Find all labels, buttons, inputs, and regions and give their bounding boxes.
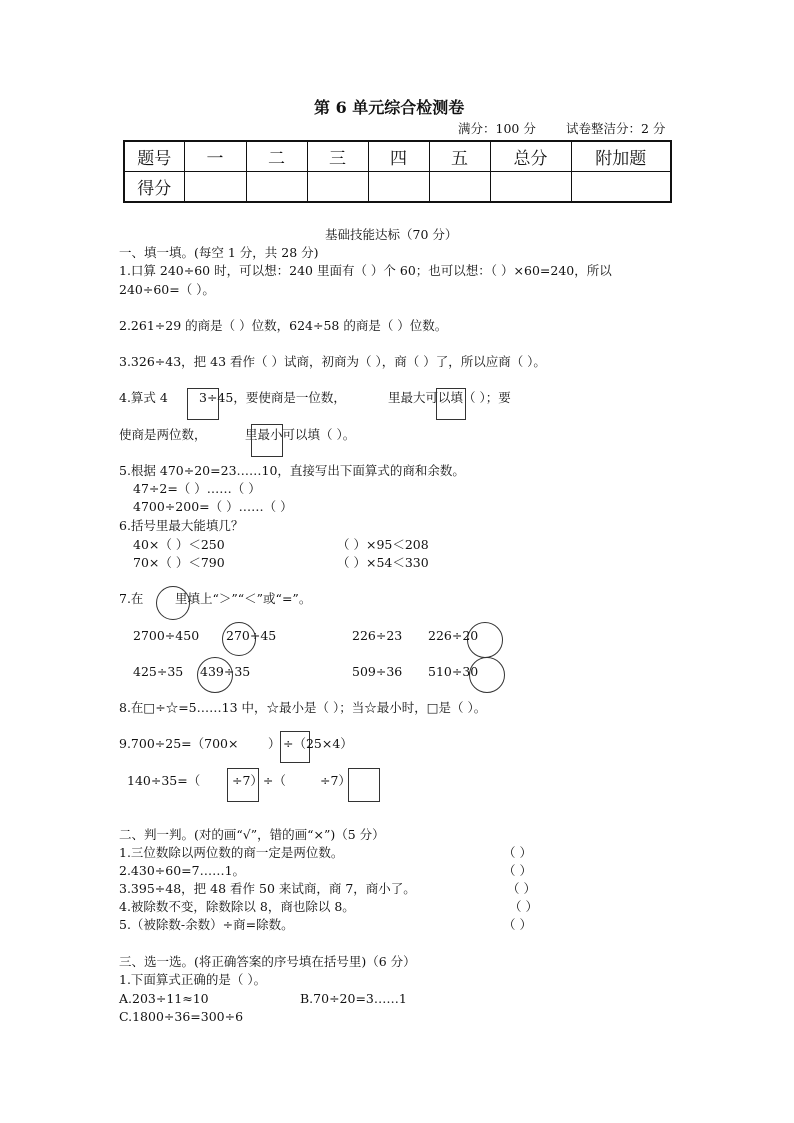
question-6: 6.括号里最大能填几？ (119, 518, 244, 533)
question-4-part5: 里最小可以填（ ）。 (245, 427, 356, 442)
question-6-a: 40×（ ）＜250 (133, 537, 225, 552)
choice-question-1: 1.下面算式正确的是（ ）。 (119, 972, 267, 987)
question-3: 3.326÷43，把 43 看作（ ）试商，初商为（ ），商（ ）了，所以应商（ ）。 (119, 354, 546, 369)
compare-right: 226÷20 (428, 628, 479, 643)
question-6-b: （ ）×95＜208 (337, 537, 429, 552)
score-table-score-row (124, 172, 671, 203)
compare-left: 226÷23 (352, 628, 403, 643)
score-cell[interactable] (307, 172, 368, 203)
answer-box[interactable] (251, 424, 283, 457)
question-4-part1: 4.算式 4 (119, 390, 168, 405)
judge-answer-paren[interactable]: （ ） (503, 863, 532, 878)
judge-item-1: 1.三位数除以两位数的商一定是两位数。 (119, 845, 344, 860)
compare-left: 425÷35 (133, 664, 184, 679)
question-4-part4: 使商是两位数， (119, 427, 207, 442)
part1-heading: 一、填一填。(每空 1 分，共 28 分) (119, 245, 319, 260)
header-cell-2: 二 (246, 141, 307, 172)
judge-answer-paren[interactable]: （ ） (503, 917, 532, 932)
header-cell-4: 四 (368, 141, 429, 172)
full-score: 满分：100 分 (458, 121, 536, 136)
question-9-part5: ÷7）÷（ (232, 773, 286, 788)
question-9-part2: ） (268, 736, 281, 751)
judge-item-5: 5.（被除数-余数）÷商=除数。 (119, 917, 294, 932)
question-9-part1: 9.700÷25=（700× (119, 736, 239, 751)
question-9-part3: ÷（25×4） (283, 736, 353, 751)
question-4-part3: 里最大可以填（ ）；要 (388, 390, 511, 405)
score-table (123, 140, 672, 203)
header-cell-total: 总分 (490, 141, 571, 172)
score-cell[interactable] (246, 172, 307, 203)
choice-option-a[interactable]: A.203÷11≈10 (119, 991, 209, 1006)
question-9-part4: 140÷35=（ (127, 773, 201, 788)
choice-option-c[interactable]: C.1800÷36=300÷6 (119, 1009, 244, 1024)
score-table-header-row (124, 141, 671, 172)
judge-answer-paren[interactable]: （ ） (503, 845, 532, 860)
judge-item-3: 3.395÷48，把 48 看作 50 来试商，商 7，商小了。 (119, 881, 416, 896)
question-7-part1: 7.在 (119, 591, 144, 606)
header-cell-number: 题号 (124, 141, 184, 172)
part3-heading: 三、选一选。(将正确答案的序号填在括号里)（6 分） (119, 954, 416, 969)
answer-box[interactable] (436, 388, 466, 420)
score-cell[interactable] (429, 172, 490, 203)
header-cell-3: 三 (307, 141, 368, 172)
compare-right: 510÷30 (428, 664, 479, 679)
question-1-line1: 1.口算 240÷60 时，可以想：240 里面有（ ）个 60；也可以想：（ ）×60=240，所以 (119, 263, 612, 278)
judge-item-2: 2.430÷60=7……1。 (119, 863, 246, 878)
page-title: 第 6 单元综合检测卷 (314, 98, 465, 117)
compare-right: 439÷35 (200, 664, 251, 679)
question-5: 5.根据 470÷20=23……10，直接写出下面算式的商和余数。 (119, 463, 465, 478)
judge-item-4: 4.被除数不变，除数除以 8，商也除以 8。 (119, 899, 355, 914)
question-5-a: 47÷2=（ ）……（ ） (133, 481, 261, 496)
question-1-line2: 240÷60=（ ）。 (119, 282, 215, 297)
section-basic-heading: 基础技能达标（70 分） (325, 227, 458, 242)
score-cell[interactable] (571, 172, 671, 203)
question-9-part6: ÷7） (320, 773, 351, 788)
score-row-label: 得分 (124, 172, 184, 203)
compare-left: 2700÷450 (133, 628, 200, 643)
score-cell[interactable] (184, 172, 246, 203)
question-2: 2.261÷29 的商是（ ）位数，624÷58 的商是（ ）位数。 (119, 318, 448, 333)
question-6-d: （ ）×54＜330 (337, 555, 429, 570)
neatness-score: 试卷整洁分：2 分 (566, 121, 666, 136)
question-6-c: 70×（ ）＜790 (133, 555, 225, 570)
question-5-b: 4700÷200=（ ）……（ ） (133, 499, 293, 514)
part2-heading: 二、判一判。(对的画“√”，错的画“×”)（5 分） (119, 827, 385, 842)
compare-right: 270÷45 (226, 628, 277, 643)
header-cell-bonus: 附加题 (571, 141, 671, 172)
answer-box[interactable] (348, 768, 380, 802)
compare-left: 509÷36 (352, 664, 403, 679)
header-cell-5: 五 (429, 141, 490, 172)
header-cell-1: 一 (184, 141, 246, 172)
question-4-part2: 3÷45，要使商是一位数， (199, 390, 346, 405)
question-8: 8.在□÷☆=5……13 中，☆最小是（ ）；当☆最小时，□是（ ）。 (119, 700, 487, 715)
score-cell[interactable] (368, 172, 429, 203)
judge-answer-paren[interactable]: （ ） (507, 881, 536, 896)
choice-option-b[interactable]: B.70÷20=3……1 (300, 991, 407, 1006)
score-cell[interactable] (490, 172, 571, 203)
question-7-part2: 里填上“＞”“＜”或“=”。 (175, 591, 312, 606)
judge-answer-paren[interactable]: （ ） (509, 899, 538, 914)
